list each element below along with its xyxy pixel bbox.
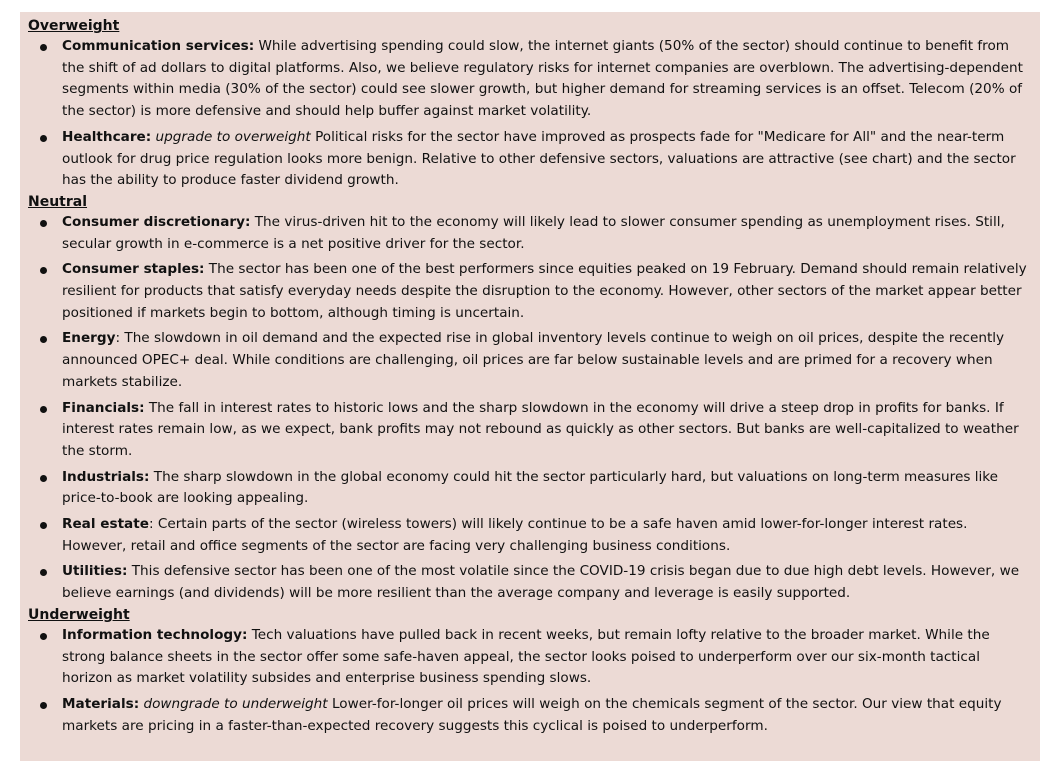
sector-commentary: The sharp slowdown in the global economy could hit the sector particularly hard, but valuations on long-term measures like price-to-book are looking appealing. [62,468,999,507]
section-heading: Underweight [28,606,130,623]
sector-commentary: Lower-for-longer oil prices will weigh on the chemicals segment of the sector. Our view that equity markets are pricing in a faster-than-expected recovery suggests this cyclical is poised to underperform. [62,695,1002,734]
sector-commentary: The fall in interest rates to historic lows and the sharp slowdown in the economy will drive a steep drop in profits for banks. If interest rates remain low, as we expect, bank profits may not rebound as quickly as other sectors. But banks are well-capitalized to weather the storm. [62,399,1019,459]
bullet-icon [40,569,47,576]
bullet-icon [40,633,47,640]
bullet-icon [40,522,47,529]
list-item [28,212,1034,255]
list-item [28,36,1034,123]
section-neutral [28,193,1034,605]
bullet-icon [40,475,47,482]
bullet-icon [40,220,47,227]
bullet-icon [40,44,47,51]
section-overweight [28,17,1034,192]
sector-commentary: The sector has been one of the best performers since equities peaked on 19 February. Demand should remain relatively resilient for products that satisfy everyday needs despite the disruption to the economy. However, other sectors of the market appear better positioned if markets begin to bottom, although timing is uncertain. [62,261,1027,321]
list-item [28,561,1034,604]
sector-name: Utilities: [62,563,128,580]
list-item [28,625,1034,690]
sector-commentary: While advertising spending could slow, the internet giants (50% of the sector) should continue to benefit from the shift of ad dollars to digital platforms. Also, we believe regulatory risks for internet companies are overblown. The advertising-dependent segments within media (30% of the sector) could see slower growth, but higher demand for streaming services is an offset. Telecom (20% of the sector) is more defensive and should help buffer against market volatility. [62,38,1023,120]
sector-commentary: Political risks for the sector have improved as prospects fade for "Medicare for All" and the near-term outlook for drug price regulation looks more benign. Relative to other defensive sectors, valuations are attractive (see chart) and the sector has the ability to produce faster dividend growth. [62,128,1016,189]
sector-name: Information technology: [62,626,248,643]
sector-list [28,212,1034,605]
sector-name: Financials: [62,399,145,416]
bullet-icon [40,267,47,274]
list-item [28,328,1034,393]
section-heading: Overweight [28,18,120,34]
list-item [28,467,1034,510]
list-item [28,694,1034,737]
section-underweight [28,606,1034,738]
sector-list [28,36,1034,192]
sector-commentary: : Certain parts of the sector (wireless towers) will likely continue to be a safe haven amid lower-for-longer interest rates. However, retail and office segments of the sector are facing very challenging business conditions. [62,516,968,554]
list-item [28,127,1034,192]
sector-name: Real estate [62,516,149,533]
sector-commentary: : The slowdown in oil demand and the expected rise in global inventory levels continue to weigh on oil prices, despite the recently announced OPEC+ deal. While conditions are challenging, oil prices are far below sustainable levels and are primed for a recovery when markets stabilize. [62,330,1005,390]
sector-name: Consumer staples: [62,261,205,278]
list-item [28,259,1034,324]
rating-change-note: downgrade to underweight [139,695,328,712]
bullet-icon [40,406,47,413]
sector-name: Healthcare: [62,128,152,145]
sector-list [28,625,1034,738]
sector-name: Communication services: [62,38,255,54]
sector-commentary: Tech valuations have pulled back in recent weeks, but remain lofty relative to the broader market. While the strong balance sheets in the sector offer some safe-haven appeal, the sector looks poised to underperform over our six-month tactical horizon as market volatility subsides and enterprise business spending slows. [62,626,990,687]
sector-name: Industrials: [62,468,150,485]
rating-change-note: upgrade to overweight [151,128,311,145]
list-item [28,398,1034,463]
sector-name: Consumer discretionary: [62,213,251,230]
bullet-icon [40,135,47,142]
sector-commentary: This defensive sector has been one of the most volatile since the COVID-19 crisis began due to due high debt levels. However, we believe earnings (and dividends) will be more resilient than the average company and leverage is easily supported. [62,563,1020,602]
sector-name: Energy [62,330,116,347]
section-heading: Neutral [28,193,88,210]
bullet-icon [40,702,47,709]
sector-name: Materials: [62,695,140,712]
sector-views-panel [20,12,1040,761]
sector-commentary: The virus-driven hit to the economy will likely lead to slower consumer spending as unemployment rises. Still, secular growth in e-commerce is a net positive driver for the sector. [62,213,1005,252]
bullet-icon [40,336,47,343]
list-item [28,514,1034,557]
